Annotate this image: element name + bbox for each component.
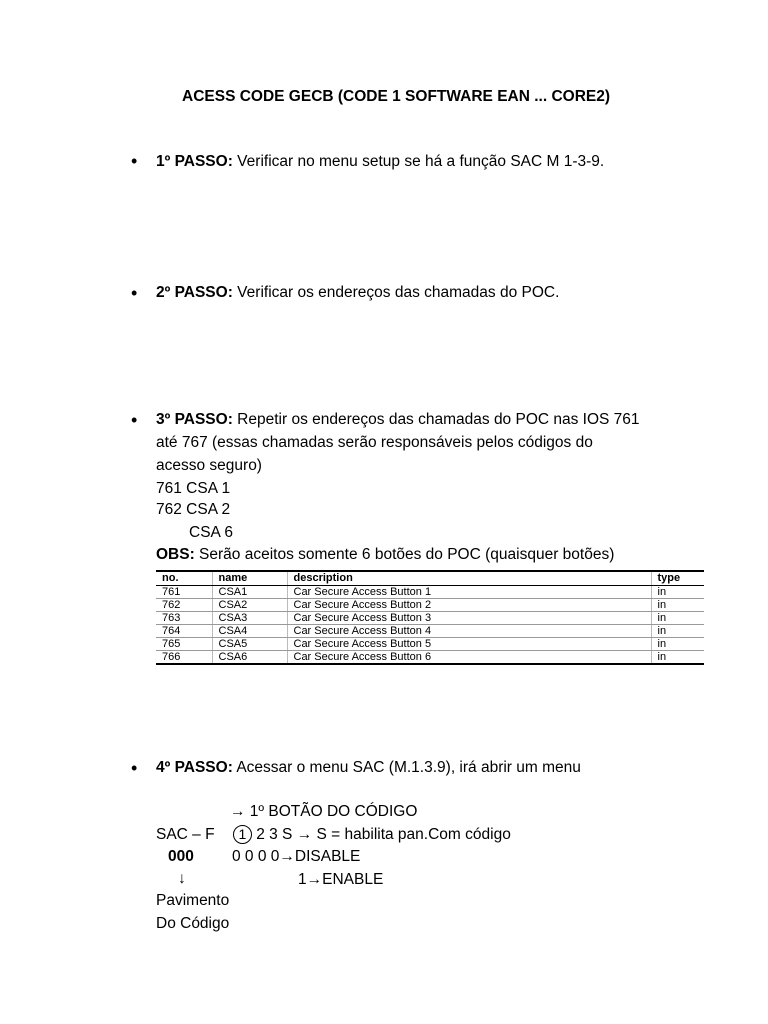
table-cell: Car Secure Access Button 5 bbox=[287, 638, 651, 651]
table-cell: CSA1 bbox=[212, 586, 287, 599]
table-cell: CSA6 bbox=[212, 651, 287, 665]
table-cell: in bbox=[651, 586, 704, 599]
sac-line bbox=[156, 825, 511, 844]
sac-rest: 2 3 S → S = habilita pan.Com código bbox=[256, 826, 511, 843]
table-cell: in bbox=[651, 651, 704, 665]
disable-line: 0 0 0 0→DISABLE bbox=[232, 848, 361, 865]
table-cell: CSA2 bbox=[212, 599, 287, 612]
sac-prefix: SAC – F bbox=[156, 826, 215, 843]
step-3-label: 3º PASSO: bbox=[156, 411, 233, 428]
table-header-row bbox=[156, 571, 704, 586]
table-row bbox=[156, 625, 704, 638]
step-1 bbox=[156, 153, 604, 171]
column-header: no. bbox=[156, 571, 212, 586]
step-1-label: 1º PASSO: bbox=[156, 153, 233, 170]
step-2 bbox=[156, 284, 559, 302]
first-button-note: → 1º BOTÃO DO CÓDIGO bbox=[230, 803, 418, 820]
column-header: type bbox=[651, 571, 704, 586]
table-cell: CSA4 bbox=[212, 625, 287, 638]
table-cell: Car Secure Access Button 4 bbox=[287, 625, 651, 638]
obs-note bbox=[156, 546, 614, 564]
pavimento-label: Pavimento bbox=[156, 892, 230, 909]
table-cell: 764 bbox=[156, 625, 212, 638]
table-cell: in bbox=[651, 638, 704, 651]
step-3-line-2: até 767 (essas chamadas serão responsáveis pelos códigos do bbox=[156, 434, 593, 451]
step-1-text: Verificar no menu setup se há a função SAC M 1-3-9. bbox=[232, 153, 605, 170]
table-cell: Car Secure Access Button 6 bbox=[287, 651, 651, 665]
step-3-line-6: CSA 6 bbox=[189, 524, 233, 541]
table-cell: 765 bbox=[156, 638, 212, 651]
bullet-icon: • bbox=[131, 151, 138, 171]
do-codigo-label: Do Código bbox=[156, 915, 230, 932]
step-4-label: 4º PASSO: bbox=[156, 759, 233, 776]
step-3-line-5: 762 CSA 2 bbox=[156, 501, 231, 518]
step-4-text: Acessar o menu SAC (M.1.3.9), irá abrir um menu bbox=[232, 759, 581, 776]
page-title: ACESS CODE GECB (CODE 1 SOFTWARE EAN ... CORE2) bbox=[182, 88, 611, 105]
obs-label: OBS: bbox=[156, 546, 195, 563]
code-000: 000 bbox=[168, 848, 194, 865]
table-cell: 766 bbox=[156, 651, 212, 665]
table-row bbox=[156, 612, 704, 625]
table-cell: Car Secure Access Button 2 bbox=[287, 599, 651, 612]
table-cell: Car Secure Access Button 3 bbox=[287, 612, 651, 625]
table-cell: CSA5 bbox=[212, 638, 287, 651]
column-header: name bbox=[212, 571, 287, 586]
table-row bbox=[156, 651, 704, 665]
table-cell: 761 bbox=[156, 586, 212, 599]
io-table bbox=[156, 570, 704, 665]
table-cell: in bbox=[651, 612, 704, 625]
table-cell: in bbox=[651, 599, 704, 612]
step-2-text: Verificar os endereços das chamadas do POC. bbox=[232, 284, 560, 301]
bullet-icon: • bbox=[131, 410, 138, 430]
table-row bbox=[156, 586, 704, 599]
table-row bbox=[156, 638, 704, 651]
obs-text: Serão aceitos somente 6 botões do POC (quaisquer botões) bbox=[194, 546, 615, 563]
table-cell: 763 bbox=[156, 612, 212, 625]
table-row bbox=[156, 599, 704, 612]
table-cell: 762 bbox=[156, 599, 212, 612]
table-cell: CSA3 bbox=[212, 612, 287, 625]
bullet-icon: • bbox=[131, 758, 138, 778]
step-2-label: 2º PASSO: bbox=[156, 284, 233, 301]
down-arrow-icon: ↓ bbox=[178, 870, 186, 887]
step-3-text: Repetir os endereços das chamadas do POC nas IOS 761 bbox=[232, 411, 640, 428]
column-header: description bbox=[287, 571, 651, 586]
enable-line: 1→ENABLE bbox=[298, 871, 384, 888]
step-3 bbox=[156, 411, 640, 429]
step-3-line-4: 761 CSA 1 bbox=[156, 480, 231, 497]
table-cell: Car Secure Access Button 1 bbox=[287, 586, 651, 599]
step-3-line-3: acesso seguro) bbox=[156, 457, 262, 474]
bullet-icon: • bbox=[131, 283, 138, 303]
circled-one-icon: 1 bbox=[233, 825, 252, 844]
table-cell: in bbox=[651, 625, 704, 638]
step-4 bbox=[156, 759, 581, 777]
